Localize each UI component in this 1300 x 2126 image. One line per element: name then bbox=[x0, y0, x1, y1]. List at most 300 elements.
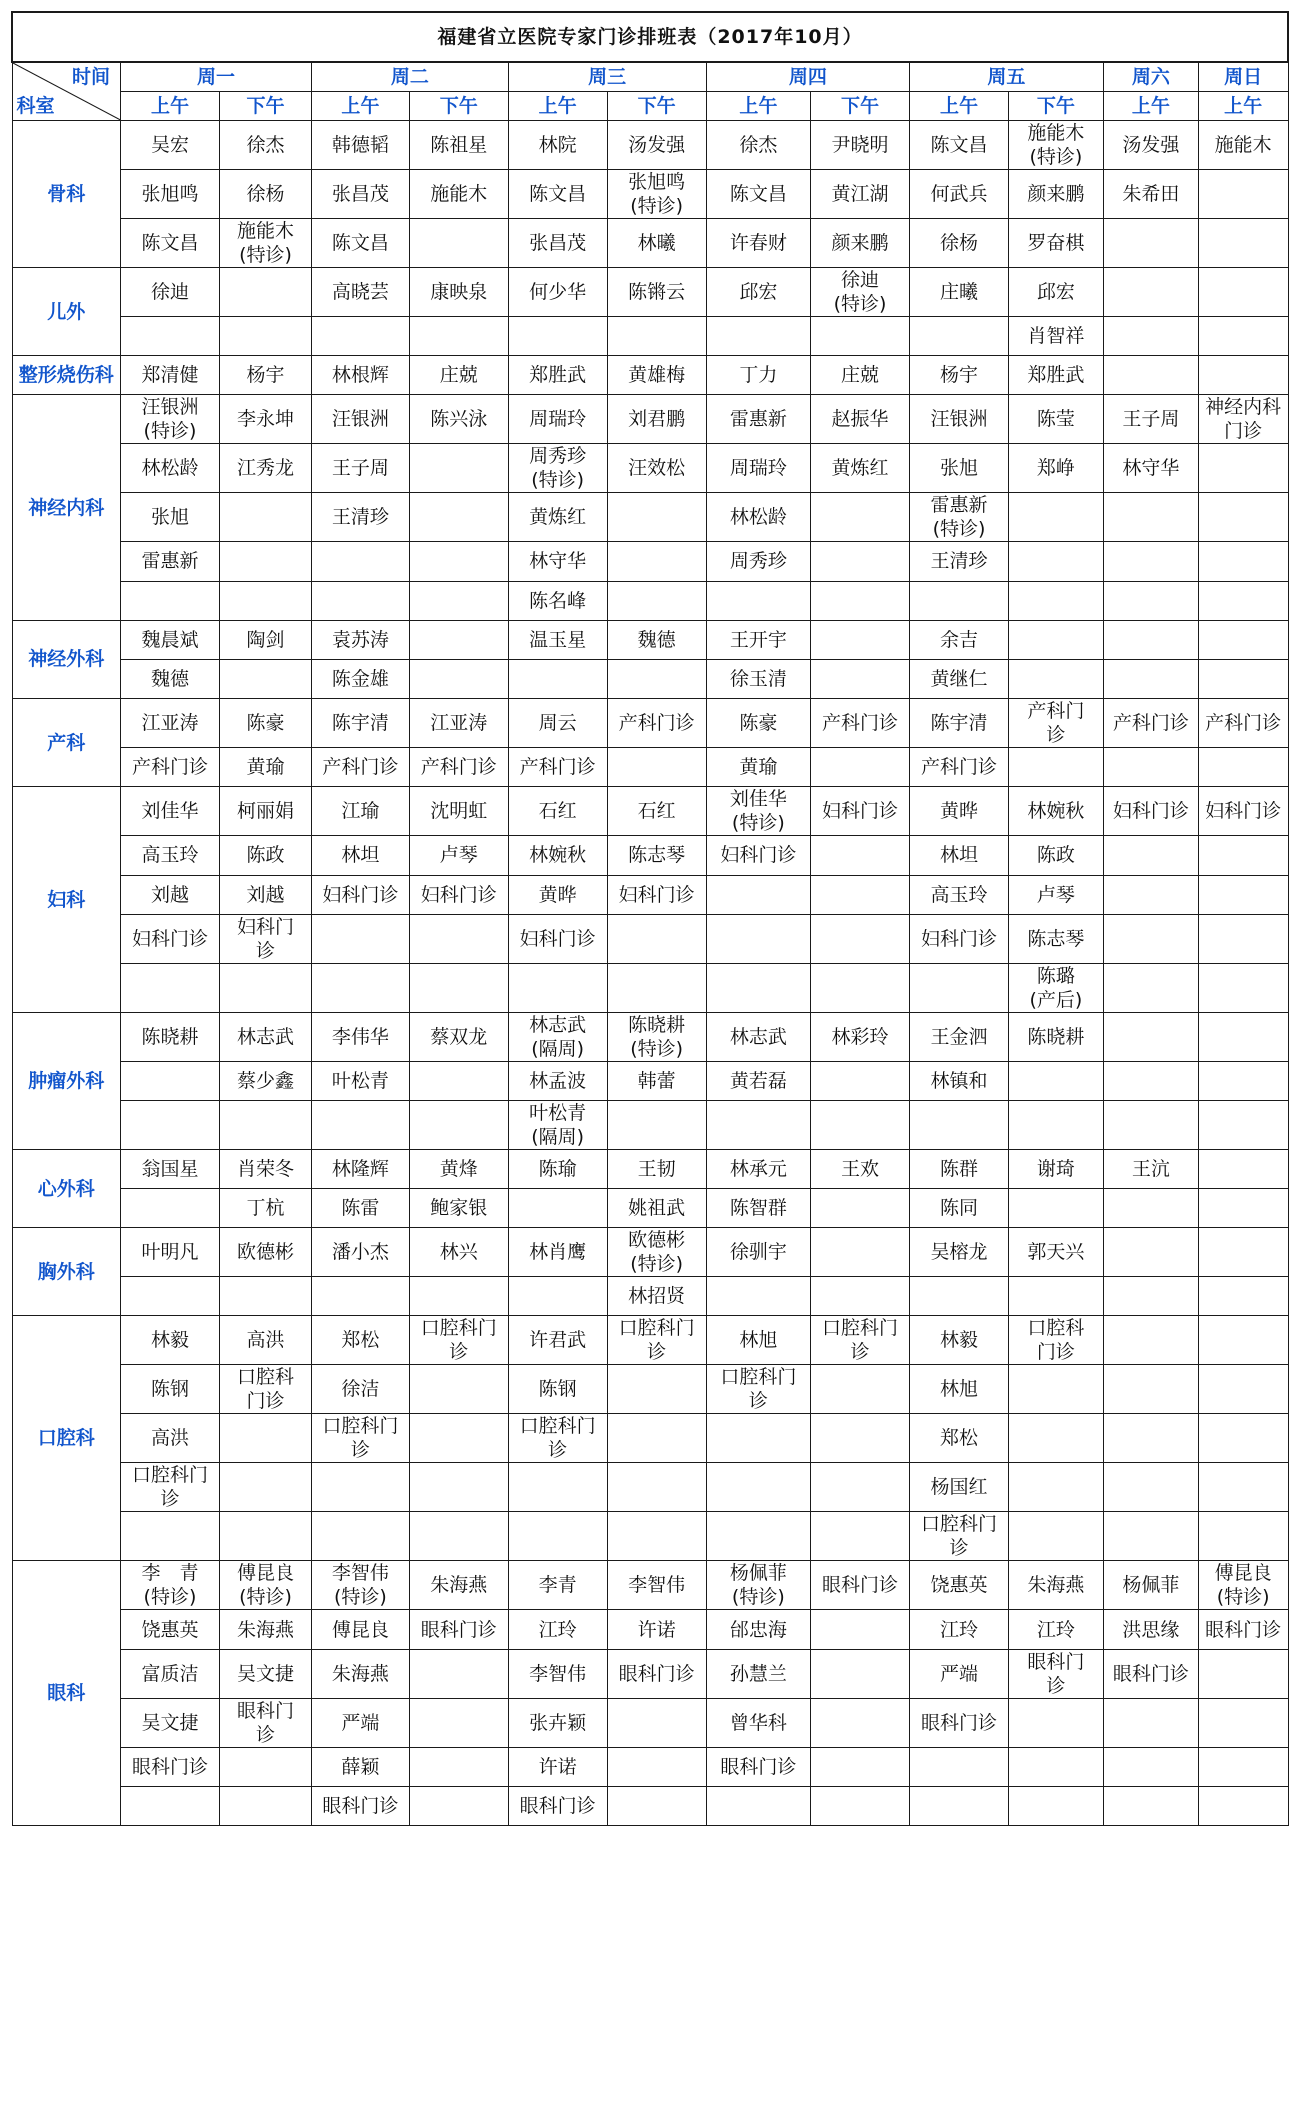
schedule-cell: 徐杰 bbox=[706, 121, 810, 170]
schedule-cell: 妇科门诊 bbox=[1103, 787, 1198, 836]
schedule-cell: 张旭 bbox=[120, 493, 219, 542]
schedule-cell bbox=[120, 1100, 219, 1149]
schedule-cell bbox=[1198, 170, 1288, 219]
schedule-cell: 徐杨 bbox=[910, 219, 1009, 268]
schedule-cell bbox=[409, 1698, 508, 1747]
schedule-cell: 雷惠新 (特诊) bbox=[910, 493, 1009, 542]
schedule-cell: 郑松 bbox=[910, 1414, 1009, 1463]
department-name: 肿瘤外科 bbox=[12, 1012, 120, 1149]
schedule-cell: 许春财 bbox=[706, 219, 810, 268]
schedule-cell: 严端 bbox=[312, 1698, 410, 1747]
schedule-cell bbox=[607, 317, 706, 356]
schedule-cell bbox=[1198, 963, 1288, 1012]
schedule-cell bbox=[811, 1512, 910, 1561]
schedule-cell bbox=[409, 444, 508, 493]
schedule-cell: 林坦 bbox=[910, 836, 1009, 875]
schedule-cell bbox=[1198, 268, 1288, 317]
schedule-cell: 陈文昌 bbox=[508, 170, 607, 219]
schedule-cell bbox=[409, 1512, 508, 1561]
schedule-cell bbox=[910, 963, 1009, 1012]
schedule-cell: 朱希田 bbox=[1103, 170, 1198, 219]
schedule-cell bbox=[409, 1277, 508, 1316]
schedule-cell bbox=[1198, 1061, 1288, 1100]
schedule-cell bbox=[409, 1100, 508, 1149]
schedule-cell: 吴文捷 bbox=[120, 1698, 219, 1747]
schedule-cell bbox=[219, 317, 311, 356]
schedule-cell: 陈金雄 bbox=[312, 659, 410, 698]
schedule-cell: 尹晓明 bbox=[811, 121, 910, 170]
schedule-cell: 陈志琴 bbox=[607, 836, 706, 875]
table-row bbox=[12, 1189, 1288, 1228]
schedule-cell bbox=[1198, 836, 1288, 875]
table-row bbox=[12, 875, 1288, 914]
schedule-cell: 口腔科门 诊 bbox=[811, 1316, 910, 1365]
schedule-cell: 妇科门诊 bbox=[1198, 787, 1288, 836]
schedule-cell: 杨佩菲 bbox=[1103, 1561, 1198, 1610]
table-row bbox=[12, 395, 1288, 444]
schedule-cell: 林毅 bbox=[910, 1316, 1009, 1365]
schedule-cell: 高洪 bbox=[219, 1316, 311, 1365]
schedule-cell bbox=[1198, 356, 1288, 395]
day-header-row bbox=[12, 62, 1288, 92]
schedule-cell: 产科门诊 bbox=[312, 748, 410, 787]
schedule-cell: 徐迪 (特诊) bbox=[811, 268, 910, 317]
half-day-header: 上午 bbox=[312, 92, 410, 121]
schedule-cell: 口腔科门 诊 bbox=[508, 1414, 607, 1463]
schedule-cell: 薛颖 bbox=[312, 1747, 410, 1786]
schedule-cell bbox=[219, 1100, 311, 1149]
schedule-cell: 吴文捷 bbox=[219, 1649, 311, 1698]
schedule-cell bbox=[120, 317, 219, 356]
schedule-cell: 杨佩菲 (特诊) bbox=[706, 1561, 810, 1610]
schedule-cell: 口腔科门 诊 bbox=[409, 1316, 508, 1365]
table-row bbox=[12, 1463, 1288, 1512]
half-day-header: 下午 bbox=[409, 92, 508, 121]
schedule-cell bbox=[1103, 1277, 1198, 1316]
schedule-cell bbox=[607, 1100, 706, 1149]
schedule-cell bbox=[1008, 1277, 1103, 1316]
schedule-cell: 林志武 bbox=[706, 1012, 810, 1061]
schedule-cell: 石红 bbox=[607, 787, 706, 836]
schedule-cell bbox=[120, 1189, 219, 1228]
schedule-cell bbox=[706, 1512, 810, 1561]
schedule-cell bbox=[409, 219, 508, 268]
half-day-header: 下午 bbox=[607, 92, 706, 121]
schedule-cell: 产科门 诊 bbox=[1008, 699, 1103, 748]
schedule-cell: 周云 bbox=[508, 699, 607, 748]
schedule-cell: 汪效松 bbox=[607, 444, 706, 493]
schedule-cell bbox=[706, 317, 810, 356]
schedule-cell bbox=[219, 268, 311, 317]
schedule-cell: 刘越 bbox=[219, 875, 311, 914]
schedule-cell: 丁力 bbox=[706, 356, 810, 395]
schedule-cell: 郑胜武 bbox=[1008, 356, 1103, 395]
schedule-cell bbox=[811, 317, 910, 356]
table-row bbox=[12, 356, 1288, 395]
schedule-cell: 庄兢 bbox=[811, 356, 910, 395]
schedule-cell: 周瑞玲 bbox=[508, 395, 607, 444]
schedule-cell bbox=[1198, 542, 1288, 581]
schedule-cell: 郑松 bbox=[312, 1316, 410, 1365]
schedule-cell bbox=[312, 914, 410, 963]
schedule-cell: 眼科门诊 bbox=[508, 1786, 607, 1825]
schedule-cell: 王清珍 bbox=[312, 493, 410, 542]
schedule-cell: 吴宏 bbox=[120, 121, 219, 170]
department-name: 骨科 bbox=[12, 121, 120, 268]
schedule-cell bbox=[1008, 1100, 1103, 1149]
schedule-cell bbox=[1008, 493, 1103, 542]
schedule-cell: 饶惠英 bbox=[120, 1610, 219, 1649]
table-row bbox=[12, 1100, 1288, 1149]
schedule-cell bbox=[312, 1463, 410, 1512]
schedule-cell bbox=[1198, 659, 1288, 698]
schedule-cell: 郑峥 bbox=[1008, 444, 1103, 493]
table-row bbox=[12, 963, 1288, 1012]
day-header: 周日 bbox=[1198, 62, 1288, 92]
schedule-cell: 施能木 bbox=[1198, 121, 1288, 170]
schedule-cell: 朱海燕 bbox=[1008, 1561, 1103, 1610]
schedule-cell: 杨国红 bbox=[910, 1463, 1009, 1512]
schedule-cell: 庄兢 bbox=[409, 356, 508, 395]
schedule-cell: 眼科门 诊 bbox=[1008, 1649, 1103, 1698]
schedule-cell: 林婉秋 bbox=[1008, 787, 1103, 836]
schedule-cell: 林院 bbox=[508, 121, 607, 170]
schedule-cell bbox=[811, 1365, 910, 1414]
schedule-cell bbox=[1198, 1189, 1288, 1228]
table-row bbox=[12, 1786, 1288, 1825]
schedule-cell: 李永坤 bbox=[219, 395, 311, 444]
schedule-cell bbox=[1198, 620, 1288, 659]
schedule-cell: 眼科门诊 bbox=[811, 1561, 910, 1610]
schedule-cell: 郭天兴 bbox=[1008, 1228, 1103, 1277]
schedule-cell: 杨宇 bbox=[219, 356, 311, 395]
schedule-cell bbox=[409, 317, 508, 356]
schedule-cell: 江玲 bbox=[1008, 1610, 1103, 1649]
schedule-cell bbox=[811, 1228, 910, 1277]
schedule-cell: 邱宏 bbox=[1008, 268, 1103, 317]
schedule-cell bbox=[219, 1463, 311, 1512]
table-row bbox=[12, 317, 1288, 356]
schedule-cell bbox=[607, 581, 706, 620]
schedule-cell bbox=[1103, 1786, 1198, 1825]
schedule-cell bbox=[219, 542, 311, 581]
schedule-cell bbox=[1008, 1786, 1103, 1825]
schedule-cell bbox=[1008, 542, 1103, 581]
schedule-cell: 产科门诊 bbox=[1198, 699, 1288, 748]
schedule-cell: 潘小杰 bbox=[312, 1228, 410, 1277]
schedule-cell bbox=[811, 493, 910, 542]
schedule-cell: 徐杨 bbox=[219, 170, 311, 219]
schedule-cell: 傅昆良 bbox=[312, 1610, 410, 1649]
schedule-cell bbox=[409, 1365, 508, 1414]
schedule-cell: 魏德 bbox=[120, 659, 219, 698]
table-row bbox=[12, 219, 1288, 268]
schedule-cell: 林曦 bbox=[607, 219, 706, 268]
schedule-cell: 柯丽娟 bbox=[219, 787, 311, 836]
schedule-cell: 沈明虹 bbox=[409, 787, 508, 836]
schedule-cell bbox=[1198, 1316, 1288, 1365]
schedule-cell bbox=[1103, 268, 1198, 317]
schedule-cell: 产科门诊 bbox=[607, 699, 706, 748]
half-day-header: 下午 bbox=[811, 92, 910, 121]
schedule-cell bbox=[1008, 659, 1103, 698]
schedule-cell: 口腔科 门诊 bbox=[1008, 1316, 1103, 1365]
schedule-cell: 口腔科 门诊 bbox=[219, 1365, 311, 1414]
schedule-cell: 汪银洲 (特诊) bbox=[120, 395, 219, 444]
schedule-cell bbox=[409, 1747, 508, 1786]
header-corner bbox=[12, 62, 120, 121]
schedule-cell bbox=[1198, 1012, 1288, 1061]
schedule-cell bbox=[1198, 914, 1288, 963]
schedule-cell bbox=[219, 493, 311, 542]
schedule-cell: 颜来鹏 bbox=[811, 219, 910, 268]
schedule-cell: 张卉颖 bbox=[508, 1698, 607, 1747]
schedule-cell: 张昌茂 bbox=[312, 170, 410, 219]
schedule-cell: 韩蕾 bbox=[607, 1061, 706, 1100]
schedule-cell: 徐驯宇 bbox=[706, 1228, 810, 1277]
schedule-cell: 陈莹 bbox=[1008, 395, 1103, 444]
schedule-cell: 林隆辉 bbox=[312, 1149, 410, 1188]
schedule-cell bbox=[409, 542, 508, 581]
schedule-cell: 林婉秋 bbox=[508, 836, 607, 875]
schedule-cell bbox=[1103, 356, 1198, 395]
schedule-cell: 叶明凡 bbox=[120, 1228, 219, 1277]
schedule-cell: 温玉星 bbox=[508, 620, 607, 659]
schedule-cell bbox=[607, 1698, 706, 1747]
schedule-cell: 林松龄 bbox=[120, 444, 219, 493]
schedule-cell bbox=[607, 1463, 706, 1512]
schedule-cell: 蔡双龙 bbox=[409, 1012, 508, 1061]
schedule-cell bbox=[811, 1100, 910, 1149]
schedule-cell: 眼科门诊 bbox=[1198, 1610, 1288, 1649]
table-row bbox=[12, 1228, 1288, 1277]
schedule-cell bbox=[409, 1786, 508, 1825]
department-name: 神经外科 bbox=[12, 620, 120, 698]
schedule-cell bbox=[1103, 1414, 1198, 1463]
schedule-cell bbox=[811, 1189, 910, 1228]
schedule-cell: 傅昆良 (特诊) bbox=[1198, 1561, 1288, 1610]
schedule-cell bbox=[607, 963, 706, 1012]
schedule-cell bbox=[706, 1277, 810, 1316]
schedule-cell bbox=[219, 581, 311, 620]
schedule-cell bbox=[508, 659, 607, 698]
schedule-cell bbox=[1198, 1149, 1288, 1188]
schedule-cell bbox=[1198, 1698, 1288, 1747]
schedule-cell: 黄江湖 bbox=[811, 170, 910, 219]
schedule-cell bbox=[706, 963, 810, 1012]
schedule-cell: 林肖鹰 bbox=[508, 1228, 607, 1277]
schedule-cell: 叶松青 bbox=[312, 1061, 410, 1100]
schedule-cell: 江亚涛 bbox=[409, 699, 508, 748]
schedule-cell: 产科门诊 bbox=[120, 748, 219, 787]
schedule-cell bbox=[1103, 1012, 1198, 1061]
schedule-cell bbox=[409, 1649, 508, 1698]
schedule-cell bbox=[1198, 317, 1288, 356]
schedule-cell: 林兴 bbox=[409, 1228, 508, 1277]
schedule-cell bbox=[607, 1414, 706, 1463]
schedule-cell: 陈同 bbox=[910, 1189, 1009, 1228]
schedule-cell: 黄炼红 bbox=[508, 493, 607, 542]
schedule-cell: 许诺 bbox=[508, 1747, 607, 1786]
schedule-cell bbox=[1198, 1100, 1288, 1149]
schedule-cell bbox=[120, 963, 219, 1012]
schedule-cell: 林承元 bbox=[706, 1149, 810, 1188]
schedule-cell: 陈豪 bbox=[706, 699, 810, 748]
schedule-cell: 周秀珍 (特诊) bbox=[508, 444, 607, 493]
day-header: 周六 bbox=[1103, 62, 1198, 92]
schedule-cell bbox=[409, 581, 508, 620]
schedule-cell: 刘佳华 (特诊) bbox=[706, 787, 810, 836]
table-row bbox=[12, 1149, 1288, 1188]
schedule-cell: 陈雷 bbox=[312, 1189, 410, 1228]
schedule-cell bbox=[811, 875, 910, 914]
schedule-cell: 产科门诊 bbox=[811, 699, 910, 748]
schedule-cell: 陈文昌 bbox=[706, 170, 810, 219]
schedule-cell bbox=[120, 1786, 219, 1825]
schedule-cell bbox=[409, 914, 508, 963]
schedule-cell bbox=[811, 963, 910, 1012]
half-day-header: 上午 bbox=[706, 92, 810, 121]
schedule-cell: 赵振华 bbox=[811, 395, 910, 444]
schedule-cell: 高晓芸 bbox=[312, 268, 410, 317]
schedule-cell: 陈兴泳 bbox=[409, 395, 508, 444]
schedule-cell bbox=[811, 620, 910, 659]
schedule-cell: 眼科门诊 bbox=[910, 1698, 1009, 1747]
schedule-cell bbox=[607, 1747, 706, 1786]
schedule-cell bbox=[1198, 1228, 1288, 1277]
schedule-cell: 施能木 bbox=[409, 170, 508, 219]
schedule-cell: 口腔科门 诊 bbox=[706, 1365, 810, 1414]
schedule-cell: 施能木 (特诊) bbox=[219, 219, 311, 268]
schedule-cell bbox=[1008, 1698, 1103, 1747]
schedule-cell: 邰忠海 bbox=[706, 1610, 810, 1649]
table-row bbox=[12, 1512, 1288, 1561]
schedule-cell: 口腔科门 诊 bbox=[910, 1512, 1009, 1561]
schedule-cell: 妇科门诊 bbox=[706, 836, 810, 875]
schedule-cell: 石红 bbox=[508, 787, 607, 836]
schedule-cell bbox=[1198, 1786, 1288, 1825]
schedule-cell: 罗奋棋 bbox=[1008, 219, 1103, 268]
schedule-cell: 江玲 bbox=[508, 1610, 607, 1649]
table-row bbox=[12, 659, 1288, 698]
schedule-cell: 黄晔 bbox=[910, 787, 1009, 836]
schedule-cell bbox=[811, 1277, 910, 1316]
schedule-cell: 林守华 bbox=[1103, 444, 1198, 493]
schedule-cell bbox=[1103, 542, 1198, 581]
schedule-cell bbox=[910, 1277, 1009, 1316]
schedule-cell: 黄瑜 bbox=[706, 748, 810, 787]
schedule-cell: 汪银洲 bbox=[910, 395, 1009, 444]
department-name: 口腔科 bbox=[12, 1316, 120, 1561]
schedule-cell: 江秀龙 bbox=[219, 444, 311, 493]
table-row bbox=[12, 620, 1288, 659]
schedule-cell: 郑胜武 bbox=[508, 356, 607, 395]
schedule-cell: 徐迪 bbox=[120, 268, 219, 317]
table-row bbox=[12, 914, 1288, 963]
day-header: 周一 bbox=[120, 62, 311, 92]
schedule-cell bbox=[1103, 1316, 1198, 1365]
schedule-cell: 朱海燕 bbox=[409, 1561, 508, 1610]
day-header: 周五 bbox=[910, 62, 1104, 92]
day-header: 周三 bbox=[508, 62, 706, 92]
time-label: 时间 bbox=[71, 66, 110, 88]
schedule-cell: 黄瑜 bbox=[219, 748, 311, 787]
schedule-cell: 产科门诊 bbox=[1103, 699, 1198, 748]
schedule-cell: 林镇和 bbox=[910, 1061, 1009, 1100]
table-row bbox=[12, 444, 1288, 493]
schedule-cell bbox=[508, 1189, 607, 1228]
schedule-cell: 富质洁 bbox=[120, 1649, 219, 1698]
table-row bbox=[12, 836, 1288, 875]
schedule-cell: 陈瑜 bbox=[508, 1149, 607, 1188]
schedule-cell: 卢琴 bbox=[1008, 875, 1103, 914]
schedule-cell bbox=[811, 836, 910, 875]
schedule-cell: 口腔科门 诊 bbox=[120, 1463, 219, 1512]
schedule-cell: 杨宇 bbox=[910, 356, 1009, 395]
schedule-cell bbox=[120, 1061, 219, 1100]
schedule-cell bbox=[312, 1100, 410, 1149]
schedule-cell: 魏德 bbox=[607, 620, 706, 659]
schedule-cell bbox=[219, 1512, 311, 1561]
table-row bbox=[12, 1365, 1288, 1414]
schedule-cell: 欧德彬 (特诊) bbox=[607, 1228, 706, 1277]
schedule-cell: 黄雄梅 bbox=[607, 356, 706, 395]
half-day-header: 下午 bbox=[1008, 92, 1103, 121]
schedule-cell: 眼科门诊 bbox=[607, 1649, 706, 1698]
schedule-cell bbox=[1103, 914, 1198, 963]
schedule-cell: 陈璐 (产后) bbox=[1008, 963, 1103, 1012]
schedule-cell bbox=[508, 317, 607, 356]
schedule-cell: 林志武 (隔周) bbox=[508, 1012, 607, 1061]
table-row bbox=[12, 1561, 1288, 1610]
schedule-cell bbox=[1198, 219, 1288, 268]
schedule-cell bbox=[1198, 1747, 1288, 1786]
schedule-cell bbox=[1008, 1061, 1103, 1100]
schedule-cell: 陈文昌 bbox=[910, 121, 1009, 170]
schedule-cell: 陈宇清 bbox=[312, 699, 410, 748]
schedule-cell bbox=[1103, 748, 1198, 787]
schedule-cell bbox=[1198, 748, 1288, 787]
schedule-cell bbox=[811, 542, 910, 581]
schedule-cell: 李智伟 bbox=[607, 1561, 706, 1610]
schedule-cell: 李智伟 (特诊) bbox=[312, 1561, 410, 1610]
schedule-cell bbox=[1008, 581, 1103, 620]
schedule-cell: 雷惠新 bbox=[120, 542, 219, 581]
schedule-cell: 严端 bbox=[910, 1649, 1009, 1698]
schedule-cell bbox=[1103, 620, 1198, 659]
schedule-cell bbox=[607, 659, 706, 698]
schedule-cell: 朱海燕 bbox=[219, 1610, 311, 1649]
schedule-cell bbox=[811, 1649, 910, 1698]
schedule-cell: 林彩玲 bbox=[811, 1012, 910, 1061]
schedule-cell: 陈晓耕 bbox=[1008, 1012, 1103, 1061]
schedule-cell bbox=[409, 1414, 508, 1463]
schedule-cell bbox=[219, 1786, 311, 1825]
schedule-cell bbox=[706, 1463, 810, 1512]
schedule-cell bbox=[607, 542, 706, 581]
schedule-cell bbox=[811, 1786, 910, 1825]
schedule-cell: 眼科门诊 bbox=[1103, 1649, 1198, 1698]
schedule-cell: 王子周 bbox=[312, 444, 410, 493]
table-row bbox=[12, 699, 1288, 748]
schedule-cell bbox=[811, 1698, 910, 1747]
schedule-cell: 郑清健 bbox=[120, 356, 219, 395]
schedule-cell bbox=[219, 659, 311, 698]
table-row bbox=[12, 1061, 1288, 1100]
schedule-cell: 产科门诊 bbox=[409, 748, 508, 787]
schedule-cell: 王金泗 bbox=[910, 1012, 1009, 1061]
schedule-cell: 陈晓耕 (特诊) bbox=[607, 1012, 706, 1061]
